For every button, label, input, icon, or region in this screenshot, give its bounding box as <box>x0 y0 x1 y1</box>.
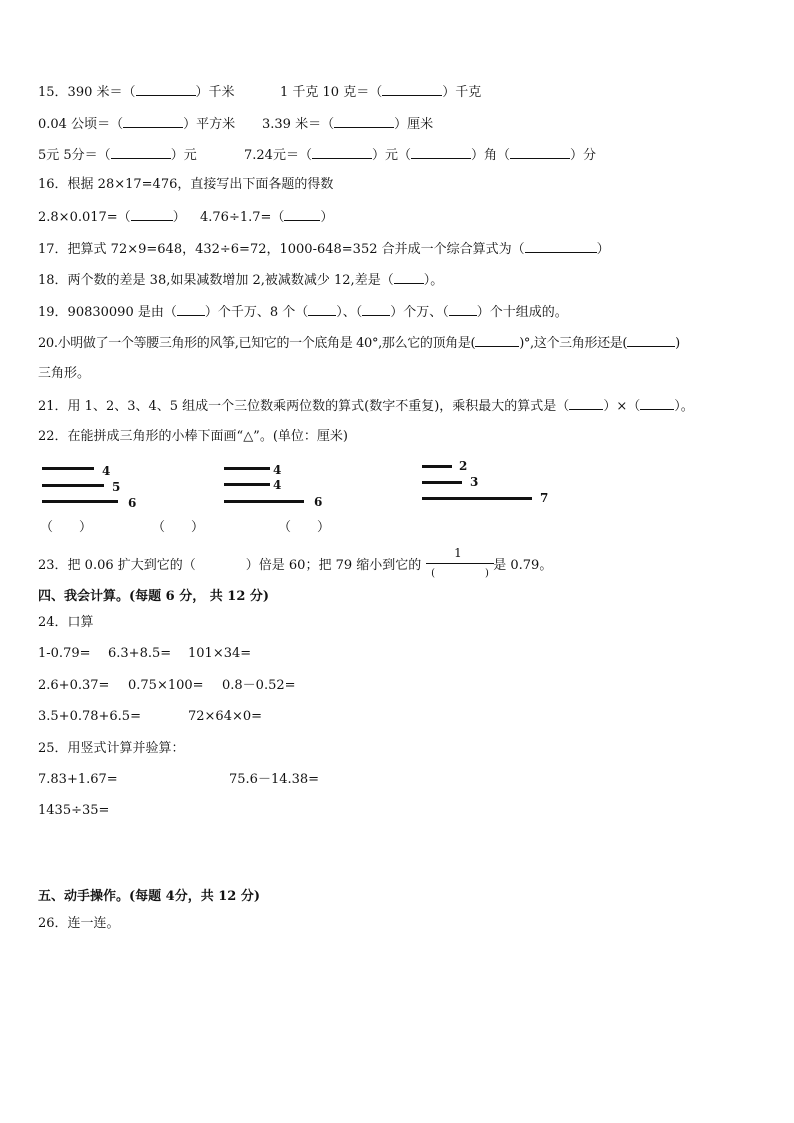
answer-blank[interactable] <box>627 333 675 347</box>
stick <box>224 467 270 470</box>
q15-line2: 0.04 公顷＝（ ）平方米 <box>38 114 235 134</box>
stick-length: 5 <box>112 480 121 494</box>
answer-blank[interactable] <box>510 145 570 159</box>
q16-line2-b: 4.76÷1.7=（ ） <box>200 207 333 227</box>
q15-line2-b: 3.39 米＝（ ）厘米 <box>262 114 433 134</box>
q25-title: 25．用竖式计算并验算： <box>38 741 185 756</box>
q17-line: 17．把算式 72×9=648，432÷6=72，1000-648=352 合并成一个综合算式为（ ） <box>38 239 610 259</box>
answer-blank[interactable] <box>475 333 519 347</box>
stick <box>224 483 270 486</box>
answer-blank[interactable] <box>111 145 171 159</box>
q24-row2-3: 0.8－0.52= <box>222 678 296 693</box>
q18-line: 18．两个数的差是 38,如果减数增加 2,被减数减少 12,差是（ ）。 <box>38 270 443 290</box>
answer-blank[interactable] <box>362 302 390 316</box>
answer-blank[interactable] <box>394 270 424 284</box>
section-5-title: 五、动手操作。(每题 4分，共 12 分) <box>38 889 261 904</box>
q24-title: 24．口算 <box>38 615 94 630</box>
q22-text: 22．在能拼成三角形的小棒下面画“△”。(单位：厘米) <box>38 429 348 444</box>
fraction-denominator[interactable]: ( ) <box>431 568 489 579</box>
q15-line1: 15．390 米＝（ ）千米 <box>38 82 235 102</box>
q22-answer-2[interactable]: （ ） <box>152 520 205 535</box>
answer-blank[interactable] <box>284 207 320 221</box>
stick-length: 4 <box>102 464 111 478</box>
q23-line: 23．把 0.06 扩大到它的（ ）倍是 60；把 79 缩小到它的 是 0.79。 <box>38 558 553 573</box>
answer-blank[interactable] <box>308 302 336 316</box>
stick <box>42 467 94 470</box>
stick-length: 3 <box>470 475 479 489</box>
section-4-title: 四、我会计算。(每题 6 分， 共 12 分) <box>38 589 270 604</box>
q19-line: 19．90830090 是由（ ）个千万、8 个（ ）、（ ）个万、（ ）个十组成的。 <box>38 302 568 322</box>
q24-row2-2: 0.75×100= <box>128 678 204 693</box>
q16-line2: 2.8×0.017=（ ） <box>38 207 186 227</box>
answer-blank[interactable] <box>640 396 674 410</box>
q24-row3-1: 3.5+0.78+6.5= <box>38 709 141 724</box>
q15-line1-b: 1 千克 10 克＝（ ）千克 <box>280 82 481 102</box>
stick-length: 2 <box>459 459 468 473</box>
answer-blank[interactable] <box>177 302 205 316</box>
q25-row1-2: 75.6－14.38= <box>229 772 320 787</box>
q16-text: 16．根据 28×17=476，直接写出下面各题的得数 <box>38 177 334 192</box>
q24-row1-1: 1-0.79= <box>38 646 91 661</box>
q15-line3: 5元 5分＝（ ）元 <box>38 145 197 165</box>
answer-blank[interactable] <box>123 114 183 128</box>
stick <box>422 481 462 484</box>
q20-line2: 三角形。 <box>38 366 91 381</box>
q24-row3-2: 72×64×0= <box>188 709 263 724</box>
q24-row2-1: 2.6+0.37= <box>38 678 110 693</box>
stick-length: 4 <box>273 478 282 492</box>
answer-blank[interactable] <box>382 82 442 96</box>
stick <box>422 497 532 500</box>
stick-length: 4 <box>273 463 282 477</box>
q22-answer-3[interactable]: （ ） <box>278 520 331 535</box>
q22-answer-1[interactable]: （ ） <box>40 520 93 535</box>
q15-line3-b: 7.24元＝（ ）元（ ）角（ ）分 <box>244 145 596 165</box>
stick-length: 7 <box>540 491 549 505</box>
q26-title: 26．连一连。 <box>38 916 120 931</box>
q25-row2-1: 1435÷35= <box>38 803 110 818</box>
stick-length: 6 <box>314 495 323 509</box>
stick <box>42 500 118 503</box>
answer-blank[interactable] <box>525 239 597 253</box>
answer-blank[interactable] <box>131 207 173 221</box>
answer-blank[interactable] <box>449 302 477 316</box>
answer-blank[interactable] <box>136 82 196 96</box>
stick <box>42 484 104 487</box>
stick <box>422 465 452 468</box>
fraction-numerator: 1 <box>454 546 462 560</box>
q24-row1-2: 6.3+8.5= <box>108 646 172 661</box>
stick <box>224 500 304 503</box>
q25-row1-1: 7.83+1.67= <box>38 772 118 787</box>
answer-blank[interactable] <box>569 396 603 410</box>
answer-blank[interactable] <box>411 145 471 159</box>
answer-blank[interactable] <box>334 114 394 128</box>
stick-length: 6 <box>128 496 137 510</box>
q21-line: 21．用 1、2、3、4、5 组成一个三位数乘两位数的算式(数字不重复)，乘积最大的算式是（ ）×（ ）。 <box>38 396 694 416</box>
q24-row1-3: 101×34= <box>188 646 252 661</box>
q20-line1: 20.小明做了一个等腰三角形的风筝,已知它的一个底角是 40°,那么它的顶角是( )°,这个三角形还是( ) <box>38 333 680 353</box>
answer-blank[interactable] <box>312 145 372 159</box>
